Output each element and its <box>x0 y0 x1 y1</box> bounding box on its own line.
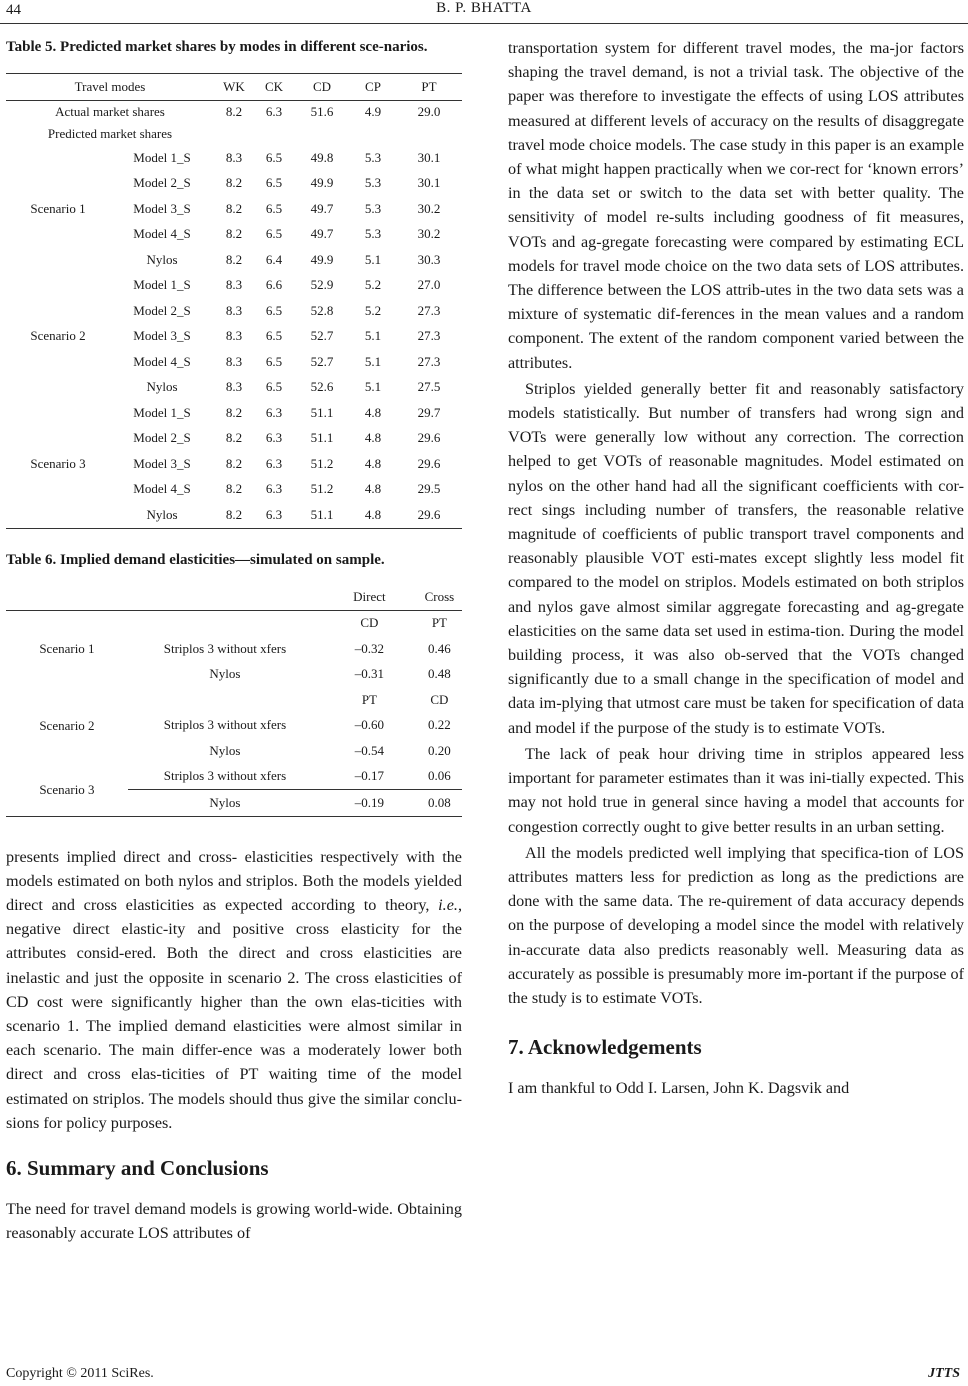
table5-cell: 5.3 <box>364 149 382 165</box>
table5-col-header: PT <box>396 74 462 101</box>
table6-caption: Table 6. Implied demand elasticities—simulated on sample. <box>6 551 385 568</box>
table5-cell: 52.9 <box>310 277 334 293</box>
table5-cell: 52.8 <box>310 302 334 318</box>
table5-scenario-label: Scenario 1 <box>30 200 86 216</box>
right-column <box>508 36 964 1100</box>
table5-cell: 4.8 <box>364 506 382 522</box>
table5-model: Model 4_S <box>133 481 191 497</box>
table5-row <box>6 273 462 299</box>
right-paragraph-1: transportation system for different travel modes, the ma-jor factors shaping the travel demand, is not a trivial task. The objective of the paper was therefore to investigate the effects of using LOS attributes measured at different levels of accuracy on the results of disaggregate travel mode choice models. The case study in this paper is an example of what might happen practically when we cor-rect for ‘known errors’ in the data set or switch to the data set with better quality. The sensitivity of model re-sults including goodness of fit measures, VOTs and ag-gregate forecasting were compared by estimating ECL models for travel mode choice on the two data sets of LOS attributes. The difference between the LOS attrib-utes in the two data sets was a mixture of systematic dif-ferences in the mean values and a random component. The extent of the random component varied between the attributes. <box>508 39 964 372</box>
table5-col-header: WK <box>214 74 254 101</box>
table5-cell: 5.1 <box>364 353 382 369</box>
section-6-heading: 6. Summary and Conclusions <box>6 1155 269 1180</box>
table5-actual-label: Actual market shares <box>55 104 165 119</box>
table5-cell: 8.2 <box>225 226 243 242</box>
left-column <box>6 32 462 1245</box>
table5-model: Nylos <box>146 379 178 395</box>
table5-cell: 30.2 <box>417 200 441 216</box>
table5-cell: 29.6 <box>417 455 441 471</box>
table6-cell: 0.08 <box>428 794 451 810</box>
table5-cell: 49.9 <box>310 251 334 267</box>
table6-cell: –0.19 <box>354 794 385 810</box>
table5-cell: 29.6 <box>417 506 441 522</box>
table5-model: Model 2_S <box>133 302 191 318</box>
table6-model: Striplos 3 without xfers <box>128 764 322 790</box>
table5-model: Nylos <box>146 506 178 522</box>
table5-col-header: CD <box>294 74 350 101</box>
table5-cell: 52.7 <box>310 353 334 369</box>
table5-cell: 8.2 <box>225 175 243 191</box>
header-rule <box>0 23 968 24</box>
table5-scenario-label: Scenario 2 <box>30 328 86 344</box>
table5-cell: 51.1 <box>310 404 334 420</box>
table6-subheader: PT <box>361 691 377 707</box>
table6-row <box>6 764 462 790</box>
table6-subheader-row <box>6 687 462 713</box>
table6-scenario-label: Scenario 3 <box>39 781 95 797</box>
table5-cell: 27.0 <box>417 277 441 293</box>
table5-cell: 51.2 <box>310 481 334 497</box>
table6-col-header: Cross <box>417 584 462 611</box>
section-7-heading: 7. Acknowledgements <box>508 1035 702 1060</box>
table6-model: Nylos <box>209 742 241 758</box>
table6-model: Striplos 3 without xfers <box>163 717 287 733</box>
table5-cell: 6.5 <box>265 328 283 344</box>
table5-model: Model 4_S <box>133 226 191 242</box>
table6-model: Striplos 3 without xfers <box>163 640 287 656</box>
table5-cell: 30.3 <box>417 251 441 267</box>
text-run-italic: i.e. <box>438 895 458 914</box>
table5-cell: 30.1 <box>417 149 441 165</box>
table5-cell: 29.7 <box>417 404 441 420</box>
page-number: 44 <box>6 2 21 18</box>
table5-cell: 51.6 <box>310 104 334 119</box>
table5-cell: 6.4 <box>265 251 283 267</box>
table5-cell: 5.3 <box>364 175 382 191</box>
table6-col-header: Direct <box>322 584 417 611</box>
table5-cell: 6.3 <box>265 104 283 119</box>
table5-cell: 8.2 <box>225 455 243 471</box>
table6-cell: –0.17 <box>322 764 417 790</box>
table5-predicted-row <box>6 123 462 145</box>
table6-row <box>6 713 462 739</box>
table5-cell: 5.1 <box>364 328 382 344</box>
table5-predicted-label: Predicted market shares <box>47 126 173 141</box>
table5-cell: 6.6 <box>265 277 283 293</box>
table5-row <box>6 145 462 171</box>
table6-subheader: CD <box>430 691 449 707</box>
running-author: B. P. BHATTA <box>436 0 532 16</box>
table6-cell: 0.20 <box>428 742 451 758</box>
table5-model: Model 1_S <box>133 277 191 293</box>
table5-cell: 49.8 <box>310 149 334 165</box>
table5-cell: 6.3 <box>265 404 283 420</box>
table5-caption: Table 5. Predicted market shares by modes in different sce-narios. <box>6 39 428 55</box>
journal-abbrev: JTTS <box>928 1366 960 1381</box>
table5-cell: 51.1 <box>310 506 334 522</box>
table5-col-header: CK <box>254 74 294 101</box>
table5-cell: 51.1 <box>310 430 334 446</box>
table5-model: Model 1_S <box>133 149 191 165</box>
table5-cell: 4.9 <box>364 104 382 119</box>
right-paragraph-4: All the models predicted well implying that specifica-tion of LOS attributes matters less for prediction as long as the predictions are done with the same data. The re-quirement of data accuracy depends on the purpose of developing a model since the model with relatively in-accurate data also predicts reasonably well. Measuring data as accurately as possible is presumably more im-portant if the purpose of the study is to estimate VOTs. <box>508 843 964 1007</box>
table6-subheader: PT <box>431 615 447 631</box>
table5-cell: 6.5 <box>265 353 283 369</box>
table5-model: Model 2_S <box>133 175 191 191</box>
right-paragraph-5: I am thankful to Odd I. Larsen, John K. Dagsvik and <box>508 1079 850 1098</box>
table5-scenario-label: Scenario 3 <box>30 455 86 471</box>
table6-model: Nylos <box>209 794 241 810</box>
table5-actual-row <box>6 101 462 124</box>
table6-cell: –0.60 <box>354 717 385 733</box>
table5-cell: 29.6 <box>417 430 441 446</box>
table5-cell: 49.9 <box>310 175 334 191</box>
table5-cell: 30.2 <box>417 226 441 242</box>
table6-cell: 0.48 <box>428 666 451 682</box>
table6-model: Nylos <box>209 666 241 682</box>
table5-row <box>6 400 462 426</box>
page-header <box>0 0 968 30</box>
table6-header-row <box>6 584 462 611</box>
text-run: presents implied direct and cross- elasticities respectively with the models estimated on both nylos and striplos. Both the models yielded direct and cross elasticities as expected according to theory, <box>6 847 462 914</box>
table5-cell: 52.7 <box>310 328 334 344</box>
table5-cell: 5.3 <box>364 200 382 216</box>
table5-cell: 6.5 <box>265 149 283 165</box>
table5-cell: 5.1 <box>364 251 382 267</box>
table5-cell: 8.3 <box>225 302 243 318</box>
table5-cell: 6.3 <box>265 481 283 497</box>
table5-col-header: Travel modes <box>6 74 214 101</box>
table5-cell: 5.2 <box>364 277 382 293</box>
table5-model: Model 1_S <box>133 404 191 420</box>
table5-col-header: CP <box>350 74 396 101</box>
table5-cell: 27.5 <box>417 379 441 395</box>
table6-cell: 0.22 <box>428 717 451 733</box>
left-paragraph-2: The need for travel demand models is growing world-wide. Obtaining reasonably accurate LOS attributes of <box>6 1199 462 1243</box>
table5-cell: 4.8 <box>364 455 382 471</box>
table5-cell: 6.5 <box>265 302 283 318</box>
table5-cell: 4.8 <box>364 481 382 497</box>
table5-cell: 8.2 <box>225 104 243 119</box>
table5-cell: 8.3 <box>225 277 243 293</box>
table6-cell: –0.32 <box>354 640 385 656</box>
copyright-notice: Copyright © 2011 SciRes. <box>6 1366 154 1381</box>
table6-row <box>6 636 462 662</box>
table5-cell: 6.3 <box>265 506 283 522</box>
table5-cell: 8.2 <box>225 481 243 497</box>
table6-scenario-label: Scenario 2 <box>39 717 95 733</box>
table6 <box>6 584 462 817</box>
table5-cell: 8.3 <box>225 379 243 395</box>
table6-subheader: CD <box>360 615 379 631</box>
right-paragraph-2: Striplos yielded generally better fit and reasonably satisfactory models statistically. But number of transfers had wrong sign and VOTs were generally low without any correction. The correction helped to get VOTs of reasonable magnitudes. Model estimated on nylos on the other hand had all the significant coefficients with cor-rect sings including number of transfers, the reasonable relative magnitude of coefficients of public transport travel components and reasonably plausible VOT esti-mates except slightly less model fit compared to the model on striplos. Models estimated on both striplos and nylos gave almost similar aggregate forecasting and ag-gregate elasticities on the same data set used in estima-tion. During the model building process, it was also ob-served that the VOTs changed significantly due to a small change in the specification of model and data im-plying that utmost care must be taken for specification of data and model if the purpose of the study is to estimate VOTs. <box>508 379 964 737</box>
table5-cell: 52.6 <box>310 379 334 395</box>
text-run: , negative direct elastic-ity and positive cross elasticity for the attributes consid-ered. Both the direct and cross elasticities are inelastic and just the opposite in scenario 2. The cross elasticities of CD cost were significantly higher than the own elas-ticities with scenario 1. The implied demand elasticities were almost similar in each scenario. The main differ-ence was a moderately lower both direct and cross elas-ticities of PT waiting time of the model estimated on striplos. The models should thus give the similar conclu-sions for policy purposes. <box>6 895 462 1132</box>
table5-cell: 8.2 <box>225 251 243 267</box>
table5-cell: 27.3 <box>417 302 441 318</box>
left-paragraph-1 <box>6 845 462 1135</box>
table5-cell: 30.1 <box>417 175 441 191</box>
table5-model: Nylos <box>146 251 178 267</box>
table5-cell: 4.8 <box>364 430 382 446</box>
table5-cell: 4.8 <box>364 404 382 420</box>
table5-model: Model 4_S <box>133 353 191 369</box>
table5-cell: 49.7 <box>310 226 334 242</box>
table5-cell: 6.5 <box>265 226 283 242</box>
table5-cell: 5.1 <box>364 379 382 395</box>
table5-cell: 8.2 <box>225 430 243 446</box>
table6-subheader-row <box>6 610 462 636</box>
table5-header-row <box>6 74 462 101</box>
table5-cell: 8.2 <box>225 404 243 420</box>
table5-cell: 27.3 <box>417 328 441 344</box>
table5-cell: 5.2 <box>364 302 382 318</box>
table5-model: Model 3_S <box>133 455 191 471</box>
table5-cell: 51.2 <box>310 455 334 471</box>
table5-cell: 8.3 <box>225 353 243 369</box>
table6-cell: 0.46 <box>428 640 451 656</box>
table5-cell: 6.5 <box>265 379 283 395</box>
table5-model: Model 3_S <box>133 200 191 216</box>
table5-cell: 6.3 <box>265 455 283 471</box>
table6-cell: 0.06 <box>417 764 462 790</box>
right-paragraph-3: The lack of peak hour driving time in striplos appeared less important for parameter estimates than it was ini-tially expected. This may not hold true in general since having a model that accounts for congestion correctly ought to give better results in an urban setting. <box>508 744 964 836</box>
table5-model: Model 2_S <box>133 430 191 446</box>
table5-cell: 8.2 <box>225 200 243 216</box>
table6-cell: –0.54 <box>354 742 385 758</box>
table5-cell: 6.3 <box>265 430 283 446</box>
table6-cell: –0.31 <box>354 666 385 682</box>
table5-cell: 5.3 <box>364 226 382 242</box>
table5-cell: 49.7 <box>310 200 334 216</box>
table6-scenario-label: Scenario 1 <box>39 641 95 656</box>
table5-cell: 8.3 <box>225 328 243 344</box>
table5-cell: 6.5 <box>265 200 283 216</box>
table5-cell: 27.3 <box>417 353 441 369</box>
table5-cell: 8.2 <box>225 506 243 522</box>
table5-cell: 6.5 <box>265 175 283 191</box>
table5-cell: 8.3 <box>225 149 243 165</box>
table5-cell: 29.0 <box>417 104 441 119</box>
table5 <box>6 73 462 529</box>
table5-model: Model 3_S <box>133 328 191 344</box>
table5-cell: 29.5 <box>417 481 441 497</box>
